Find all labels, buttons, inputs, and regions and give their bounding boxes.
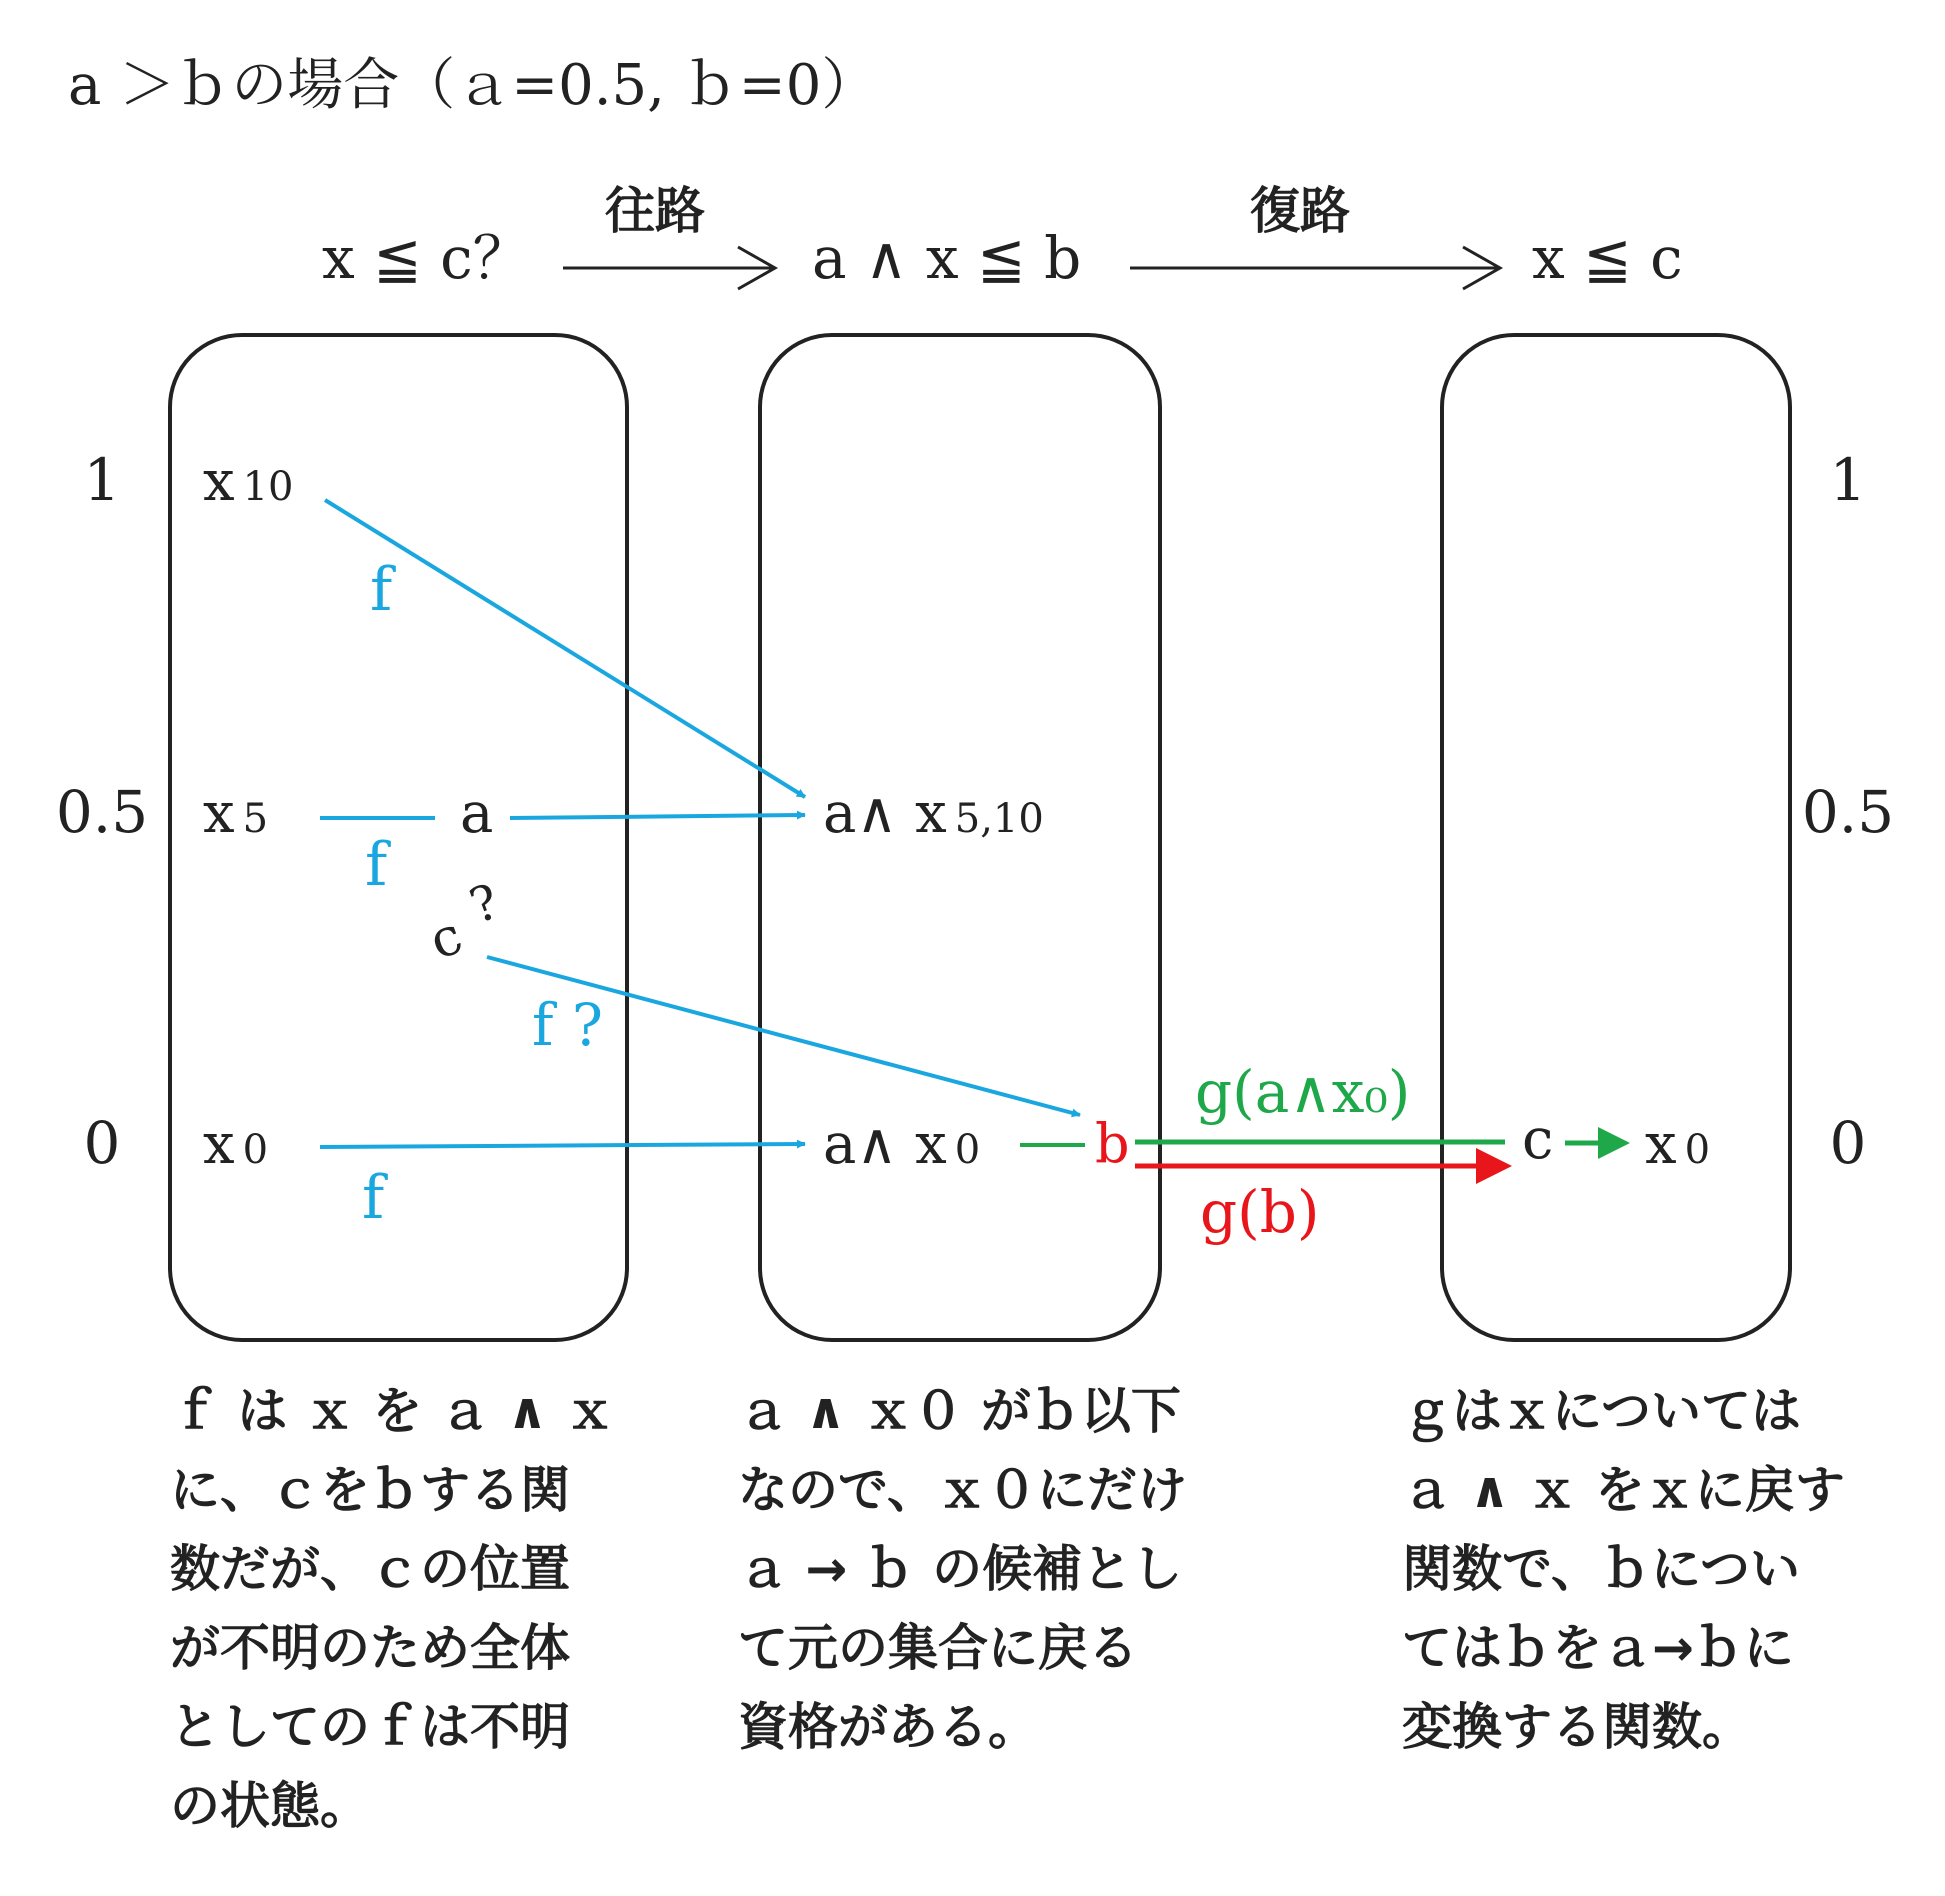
- axis-right-1: 1: [1829, 446, 1867, 514]
- label-b: b: [1095, 1112, 1130, 1175]
- caption-middle-line: なので、ｘ０にだけ: [738, 1461, 1187, 1519]
- label-x10: x 10: [203, 449, 294, 514]
- header-label-return: 復路: [1250, 182, 1350, 240]
- diagram-title: a ＞ｂの場合（ａ=0.5, ｂ=0）: [68, 53, 878, 118]
- header-expr-x-le-c-q: x ≦ c？: [322, 224, 531, 292]
- axis-left-1: 1: [83, 446, 121, 514]
- set-box-domain: [170, 335, 627, 1340]
- caption-domain-line: ｆ は ｘ を ａ ∧ ｘ: [170, 1382, 616, 1440]
- caption-domain: [170, 1372, 640, 1846]
- label-x0: x 0: [203, 1112, 269, 1177]
- header-arrow-return: [1130, 247, 1500, 289]
- label-c-result: c: [1522, 1107, 1554, 1172]
- axis-right-0-5: 0.5: [1801, 778, 1895, 846]
- label-f-top: f: [370, 555, 393, 625]
- arrow-c-to-x0-head: [1598, 1127, 1630, 1159]
- label-f-mid: f: [365, 830, 388, 900]
- label-c: c: [422, 905, 470, 972]
- caption-middle-line: ａ → ｂ の候補とし: [738, 1540, 1183, 1598]
- caption-codomain-line: ａ ∧ ｘ をｘに戻す: [1402, 1461, 1845, 1519]
- label-f-question: f ?: [532, 991, 603, 1059]
- caption-codomain: [1402, 1372, 1872, 1767]
- caption-codomain-line: ｇはｘについては: [1402, 1382, 1801, 1440]
- axis-left-0: 0: [83, 1109, 121, 1177]
- header-expr-a-and-x-le-b: a ∧ x ≦ b: [812, 224, 1082, 292]
- caption-middle-line: ａ ∧ ｘ０ がｂ以下: [738, 1382, 1181, 1440]
- caption-codomain-line: 関数で、ｂについ: [1402, 1540, 1800, 1598]
- caption-domain-line: 数だが、ｃの位置: [170, 1540, 570, 1598]
- label-g-b: g(b): [1200, 1178, 1320, 1246]
- caption-domain-line: に、ｃをｂする関: [170, 1461, 570, 1519]
- axis-right-0: 0: [1829, 1109, 1867, 1177]
- caption-codomain-line: てはｂをａ→ｂに: [1402, 1619, 1794, 1677]
- label-a: a: [460, 781, 494, 846]
- label-c-question: ?: [462, 873, 507, 935]
- label-g-a-and-x0: g(a∧x₀): [1195, 1058, 1411, 1126]
- caption-domain-line: が不明のため全体: [170, 1619, 570, 1677]
- label-a-and-x0: a∧ x 0: [823, 1112, 981, 1177]
- label-a-and-x510: a∧ x 5,10: [823, 781, 1044, 846]
- header-expr-x-le-c: x ≦ c: [1532, 224, 1683, 292]
- arrow-g-b-head: [1476, 1148, 1512, 1184]
- header-label-forward: 往路: [605, 182, 705, 240]
- caption-domain-line: の状態。: [170, 1777, 370, 1835]
- header-arrow-forward: [563, 247, 775, 289]
- caption-middle: [738, 1372, 1208, 1767]
- caption-middle-line: て元の集合に戻る: [738, 1619, 1138, 1677]
- caption-domain-line: としてのｆは不明: [170, 1698, 570, 1756]
- arrow-f-x10: [325, 500, 805, 797]
- arrow-f-x0: [320, 1144, 805, 1147]
- caption-codomain-line: 変換する関数。: [1402, 1698, 1752, 1756]
- label-x0-result: x 0: [1645, 1112, 1711, 1177]
- caption-middle-line: 資格がある。: [738, 1698, 1038, 1756]
- set-box-codomain: [1442, 335, 1790, 1340]
- label-x5: x 5: [203, 781, 269, 846]
- label-f-bot: f: [362, 1163, 385, 1233]
- axis-left-0-5: 0.5: [55, 778, 149, 846]
